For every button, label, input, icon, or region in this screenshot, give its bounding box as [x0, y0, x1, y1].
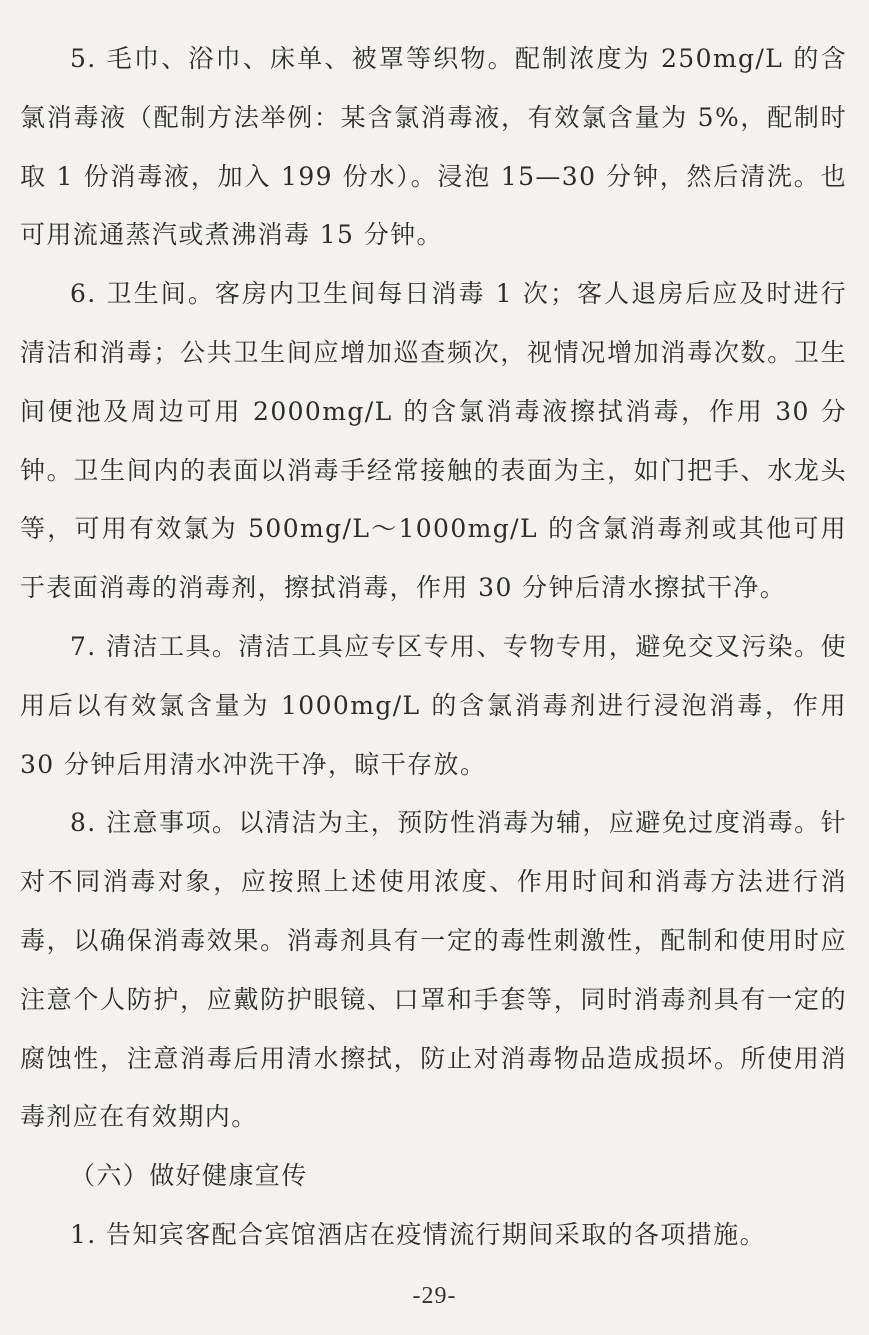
paragraph-inform-guests: 1. 告知宾客配合宾馆酒店在疫情流行期间采取的各项措施。 — [70, 1219, 767, 1249]
paragraph-precautions: 8. 注意事项。以清洁为主，预防性消毒为辅，应避免过度消毒。针对不同消毒对象，应按照上述使用浓度、作用时间和消毒方法进行消毒，以确保消毒效果。消毒剂具有一定的毒性刺激性，配制和使用时应注意个人防护，应戴防护眼镜、口罩和手套等，同时消毒剂具有一定的腐蚀性，注意消毒后用清水擦拭，防止对消毒物品造成损坏。所使用消毒剂应在有效期内。 — [20, 808, 847, 1132]
section-heading-health-promotion: （六）做好健康宣传 — [70, 1161, 308, 1191]
paragraph-cleaning-tools: 7. 清洁工具。清洁工具应专区专用、专物专用，避免交叉污染。使用后以有效氯含量为 1000mg/L 的含氯消毒剂进行浸泡消毒，作用 30 分钟后用清水冲洗干净，晾干存放。 — [20, 631, 847, 779]
paragraph-bathroom: 6. 卫生间。客房内卫生间每日消毒 1 次；客人退房后应及时进行清洁和消毒；公共卫生间应增加巡查频次，视情况增加消毒次数。卫生间便池及周边可用 2000mg/L 的含氯消毒液擦拭消毒，作用 30 分钟。卫生间内的表面以消毒手经常接触的表面为主，如门把手、水龙头等，可用有效氯为 500mg/L～1000mg/L 的含氯消毒剂或其他可用于表面消毒的消毒剂，擦拭消毒，作用 30 分钟后清水擦拭干净。 — [20, 279, 847, 603]
page-number: -29- — [412, 1283, 457, 1309]
paragraph-textiles: 5. 毛巾、浴巾、床单、被罩等织物。配制浓度为 250mg/L 的含氯消毒液（配制方法举例：某含氯消毒液，有效氯含量为 5%，配制时取 1 份消毒液，加入 199 份水）。浸泡 15—30 分钟，然后清洗。也可用流通蒸汽或煮沸消毒 15 分钟。 — [20, 44, 847, 250]
